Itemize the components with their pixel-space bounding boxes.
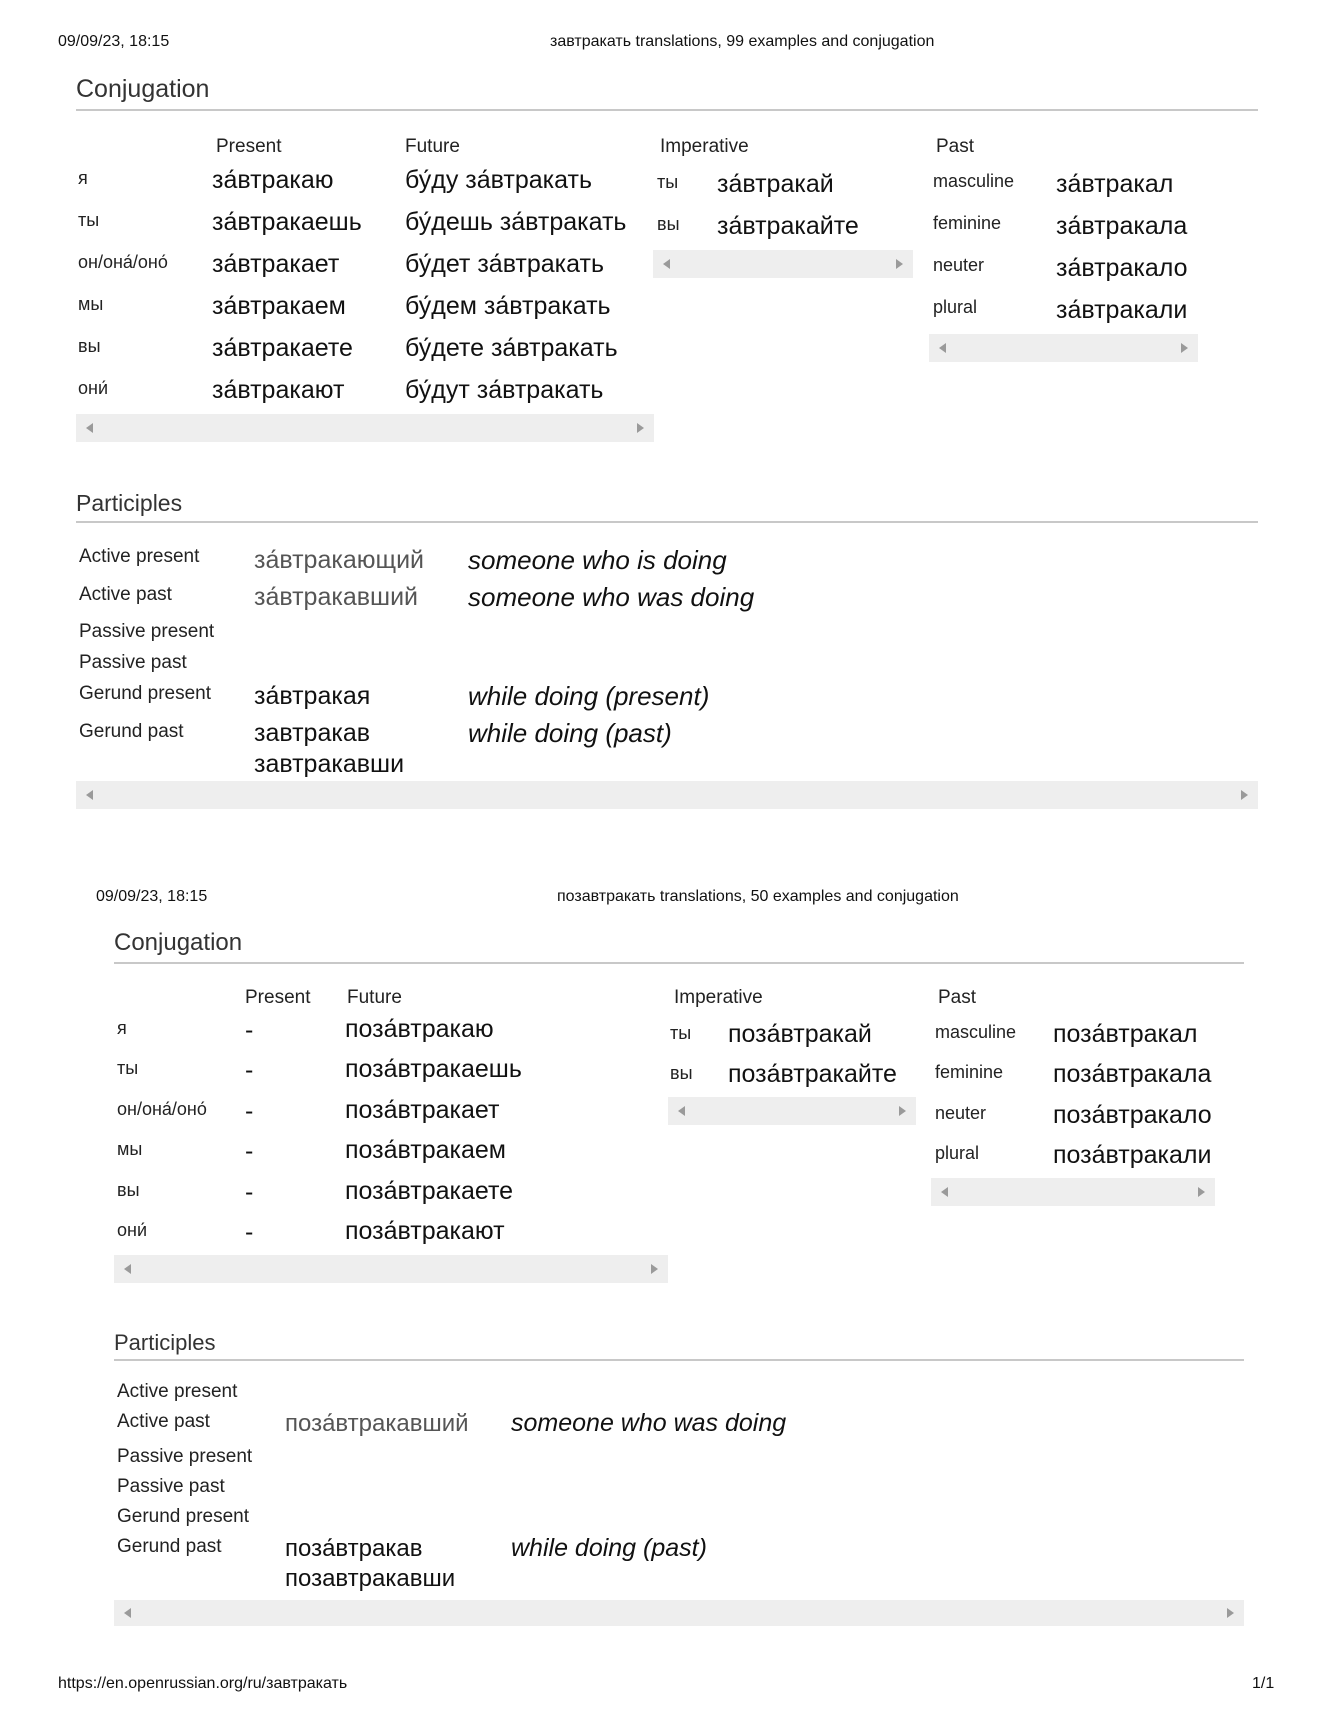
participle-meaning: someone who is doing	[468, 545, 727, 575]
conjugation-divider	[114, 962, 1244, 964]
imperative-form: поза́втракайте	[728, 1060, 897, 1088]
pronoun-label: ты	[78, 210, 100, 230]
past-form: за́втракал	[1056, 170, 1174, 198]
present-form: за́втракает	[212, 250, 340, 278]
future-form: поза́втракаешь	[345, 1055, 522, 1083]
participle-meaning: while doing (present)	[468, 681, 710, 711]
pronoun-label: они́	[117, 1220, 148, 1240]
present-column-header: Present	[245, 987, 311, 1008]
imperative-column-header: Imperative	[674, 987, 763, 1008]
future-form: бу́дешь за́втракать	[405, 208, 627, 236]
pronoun-label: мы	[117, 1139, 143, 1159]
participles-heading: Participles	[76, 490, 183, 516]
present-form: -	[245, 1056, 254, 1084]
pronoun-label: вы	[670, 1063, 693, 1083]
participle-form-alt: завтракавши	[254, 750, 405, 778]
participles-scrollbar[interactable]	[114, 1600, 1244, 1626]
future-form: бу́дем за́втракать	[405, 292, 611, 320]
present-form: за́втракаешь	[212, 208, 362, 236]
pronoun-label: он/она́/оно́	[117, 1099, 207, 1119]
pronoun-label: они́	[78, 378, 109, 398]
gender-label: neuter	[935, 1103, 987, 1123]
gender-label: feminine	[933, 213, 1002, 233]
future-form: поза́втракаю	[345, 1015, 494, 1043]
participle-label: Active present	[79, 546, 200, 567]
participle-label: Gerund past	[79, 721, 184, 742]
conjugation-heading: Conjugation	[76, 75, 210, 103]
past-form: за́втракало	[1056, 254, 1188, 282]
imperative-form: поза́втракай	[728, 1020, 872, 1048]
scroll-right-arrow-icon[interactable]	[637, 423, 644, 433]
scroll-right-arrow-icon[interactable]	[1241, 790, 1248, 800]
conjugation-divider	[76, 109, 1258, 111]
future-form: бу́дете за́втракать	[405, 334, 618, 362]
present-form: за́втракаете	[212, 334, 353, 362]
participle-label: Active present	[117, 1381, 238, 1402]
pronoun-label: ты	[657, 172, 679, 192]
present-future-scrollbar[interactable]	[114, 1255, 668, 1283]
present-form: -	[245, 1218, 254, 1246]
present-column-header: Present	[216, 136, 282, 157]
pronoun-label: вы	[78, 336, 101, 356]
pronoun-label: ты	[117, 1058, 139, 1078]
participle-label: Active past	[79, 584, 172, 605]
scroll-left-arrow-icon[interactable]	[663, 259, 670, 269]
scroll-left-arrow-icon[interactable]	[941, 1187, 948, 1197]
imperative-form: за́втракайте	[717, 212, 859, 240]
pronoun-label: я	[117, 1018, 127, 1038]
gender-label: plural	[935, 1143, 980, 1163]
participle-label: Passive past	[117, 1476, 225, 1497]
future-form: бу́дут за́втракать	[405, 376, 604, 404]
future-column-header: Future	[405, 136, 460, 157]
pronoun-label: ты	[670, 1023, 692, 1043]
participle-form: за́втракая	[254, 682, 371, 710]
participle-label: Passive present	[79, 621, 215, 642]
print-page-number: 1/1	[1252, 1675, 1275, 1692]
pronoun-label: он/она́/оно́	[78, 252, 168, 272]
print-timestamp: 09/09/23, 18:15	[58, 33, 170, 50]
participles-scrollbar[interactable]	[76, 781, 1258, 809]
past-form: поза́втракали	[1053, 1141, 1212, 1169]
participle-label: Gerund present	[117, 1506, 250, 1527]
gender-label: plural	[933, 297, 978, 317]
imperative-column-header: Imperative	[660, 136, 749, 157]
participle-label: Gerund present	[79, 683, 212, 704]
imperative-scrollbar[interactable]	[668, 1097, 916, 1125]
participle-label: Passive present	[117, 1446, 253, 1467]
participles-divider	[114, 1359, 1244, 1361]
future-form: бу́дет за́втракать	[405, 250, 604, 278]
future-form: поза́втракаете	[345, 1177, 514, 1205]
past-column-header: Past	[938, 987, 977, 1008]
print-timestamp: 09/09/23, 18:15	[96, 888, 208, 905]
scroll-left-arrow-icon[interactable]	[86, 790, 93, 800]
participles-divider	[76, 521, 1258, 523]
scroll-right-arrow-icon[interactable]	[899, 1106, 906, 1116]
conjugation-heading: Conjugation	[114, 929, 243, 956]
participle-meaning: while doing (past)	[468, 718, 672, 748]
participle-label: Active past	[117, 1411, 210, 1432]
participle-form: за́втракающий	[254, 546, 424, 574]
gender-label: feminine	[935, 1062, 1004, 1082]
participle-form: поза́втракавший	[285, 1410, 469, 1437]
participle-form: за́втракавший	[254, 583, 419, 611]
participle-meaning: while doing (past)	[511, 1534, 707, 1562]
scroll-right-arrow-icon[interactable]	[651, 1264, 658, 1274]
participle-form-alt: позавтракавши	[285, 1565, 456, 1592]
scroll-left-arrow-icon[interactable]	[124, 1608, 131, 1618]
past-scrollbar[interactable]	[929, 334, 1198, 362]
past-form: поза́втракала	[1053, 1060, 1212, 1088]
present-form: -	[245, 1178, 254, 1206]
print-page-title: позавтракать translations, 50 examples and conjugation	[557, 888, 959, 905]
scroll-left-arrow-icon[interactable]	[124, 1264, 131, 1274]
participle-label: Gerund past	[117, 1536, 222, 1557]
imperative-form: за́втракай	[717, 170, 834, 198]
scroll-left-arrow-icon[interactable]	[678, 1106, 685, 1116]
past-scrollbar[interactable]	[931, 1178, 1215, 1206]
participle-meaning: someone who was doing	[511, 1409, 787, 1437]
imperative-scrollbar[interactable]	[653, 250, 913, 278]
past-form: поза́втракало	[1053, 1101, 1212, 1129]
future-form: поза́втракает	[345, 1096, 500, 1124]
scroll-left-arrow-icon[interactable]	[939, 343, 946, 353]
scroll-right-arrow-icon[interactable]	[1227, 1608, 1234, 1618]
participle-meaning: someone who was doing	[468, 582, 755, 612]
past-form: за́втракали	[1056, 296, 1188, 324]
present-form: -	[245, 1097, 254, 1125]
participles-heading: Participles	[114, 1330, 216, 1355]
participle-form: завтракав	[254, 719, 371, 747]
scroll-right-arrow-icon[interactable]	[1198, 1187, 1205, 1197]
past-form: за́втракала	[1056, 212, 1188, 240]
pronoun-label: вы	[117, 1180, 140, 1200]
present-form: за́втракаю	[212, 166, 334, 194]
future-form: поза́втракают	[345, 1217, 505, 1245]
scroll-right-arrow-icon[interactable]	[896, 259, 903, 269]
scroll-left-arrow-icon[interactable]	[86, 423, 93, 433]
future-column-header: Future	[347, 987, 402, 1008]
present-form: -	[245, 1137, 254, 1165]
past-column-header: Past	[936, 136, 975, 157]
pronoun-label: вы	[657, 214, 680, 234]
print-page-title: завтракать translations, 99 examples and conjugation	[550, 33, 935, 50]
present-form: за́втракают	[212, 376, 345, 404]
participle-label: Passive past	[79, 652, 187, 673]
pronoun-label: я	[78, 168, 88, 188]
gender-label: masculine	[933, 171, 1015, 191]
future-form: поза́втракаем	[345, 1136, 506, 1164]
scroll-right-arrow-icon[interactable]	[1181, 343, 1188, 353]
past-form: поза́втракал	[1053, 1020, 1198, 1048]
present-form: -	[245, 1016, 254, 1044]
participle-form: поза́втракав	[285, 1535, 423, 1562]
print-url: https://en.openrussian.org/ru/завтракать	[58, 1675, 348, 1692]
gender-label: masculine	[935, 1022, 1017, 1042]
pronoun-label: мы	[78, 294, 104, 314]
gender-label: neuter	[933, 255, 985, 275]
present-future-scrollbar[interactable]	[76, 414, 654, 442]
future-form: бу́ду за́втракать	[405, 166, 592, 194]
present-form: за́втракаем	[212, 292, 346, 320]
